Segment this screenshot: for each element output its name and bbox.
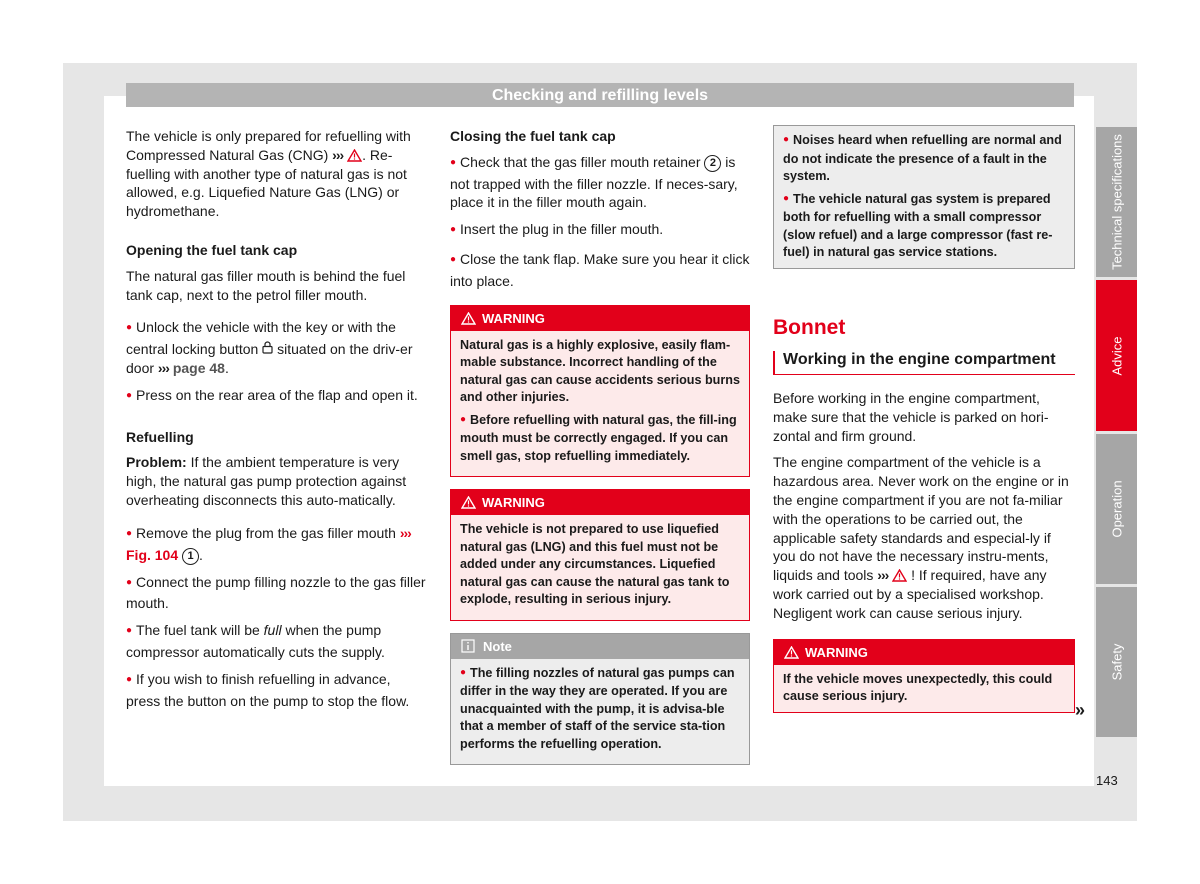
subsection-title: Working in the engine compartment	[773, 351, 1075, 375]
fig-104-link[interactable]: Fig. 104	[126, 546, 179, 563]
heading-opening-cap: Opening the fuel tank cap	[126, 241, 298, 258]
note-box: Note ● The filling nozzles of natural gas pumps can differ in the way they are operated. If you are unacquainted with the pump, it is advisa-ble that a member of staff of the service sta-tion performs the refuelling operation.	[450, 633, 750, 766]
list-item: ● Insert the plug in the filler mouth.	[450, 220, 750, 242]
warning-box: WARNING Natural gas is a highly explosive, easily flam-mable substance. Incorrect handling of the natural gas can cause accidents serious burns and other injuries. ● Before refuelling with natural gas, the fill-ing mouth must be correctly engaged. If you can smell gas, stop refuelling immediately.	[450, 305, 750, 478]
list-item: ● Check that the gas filler mouth retainer 2 is not trapped with the filler nozzle. If neces-sary, place it in the filler mouth again.	[450, 153, 750, 212]
cross-ref-arrow: ›››	[399, 524, 411, 541]
warning-box: WARNING If the vehicle moves unexpectedly, this could cause serious injury.	[773, 639, 1075, 713]
warning-icon	[461, 496, 476, 509]
problem-paragraph: Problem: If the ambient temperature is very high, the natural gas pump protection against overheating disconnects this auto-matically.	[126, 454, 407, 508]
section-title: Bonnet	[773, 315, 846, 339]
paragraph: The engine compartment of the vehicle is a hazardous area. Never work on the engine or in the engine compartment if you are not fa-miliar with the operations to be carried out, the applicable safety standards and especial-ly if you do not have the necessary instru-ments, liquids and tools ››› ! If required, have any work carried out by a specialised workshop. Negligent work can cause serious injury.	[773, 454, 1069, 621]
info-box: ● Noises heard when refuelling are normal and do not indicate the presence of a fault in the system. ● The vehicle natural gas system is prepared both for refuelling with a small compressor (slow refuel) and a large compressor (fast re-fuel) in natural gas service stations.	[773, 125, 1075, 269]
tab-technical-specifications[interactable]: Technical specifications	[1096, 127, 1137, 277]
list-item: ● Press on the rear area of the flap and open it.	[126, 386, 426, 408]
list-item: ● Close the tank flap. Make sure you hear it click into place.	[450, 250, 750, 291]
column-left	[126, 127, 426, 718]
cross-ref-arrow: ›››	[332, 146, 344, 163]
heading-refuelling: Refuelling	[126, 428, 194, 445]
list-item: ● Connect the pump filling nozzle to the gas filler mouth.	[126, 573, 426, 614]
column-middle	[450, 127, 750, 765]
page-48-link[interactable]: page 48	[172, 359, 225, 376]
warning-icon	[347, 149, 362, 162]
note-header: Note	[451, 634, 749, 659]
continue-marker: »	[1075, 700, 1086, 720]
page-number: 143	[1096, 773, 1118, 788]
tab-operation[interactable]: Operation	[1096, 434, 1137, 584]
warning-header: WARNING	[774, 640, 1074, 665]
paragraph: Before working in the engine compartment, make sure that the vehicle is parked on hori-zontal and firm ground.	[773, 390, 1049, 444]
info-icon	[461, 639, 475, 653]
cross-ref-arrow: ›››	[157, 359, 169, 376]
callout-number: 2	[704, 155, 721, 172]
intro-paragraph: The vehicle is only prepared for refuelling with Compressed Natural Gas (CNG) ››› . Re-fuelling with another type of natural gas is not allowed, e.g. Liquefied Nature Gas (LNG) or hydromethane.	[126, 128, 411, 220]
warning-icon	[784, 646, 799, 659]
heading-closing-cap: Closing the fuel tank cap	[450, 128, 616, 144]
opening-text: The natural gas filler mouth is behind the fuel tank cap, next to the petrol filler mouth.	[126, 267, 406, 303]
column-right	[773, 125, 1075, 725]
cross-ref-arrow: ›››	[877, 567, 889, 584]
page-header: Checking and refilling levels	[126, 83, 1074, 107]
list-item: ● Unlock the vehicle with the key or with the central locking button situated on the driv-er door ››› page 48.	[126, 318, 426, 377]
list-item: ● If you wish to finish refuelling in advance, press the button on the pump to stop the flow.	[126, 670, 426, 711]
warning-header: WARNING	[451, 490, 749, 515]
lock-icon	[262, 341, 273, 354]
warning-icon	[892, 569, 907, 582]
warning-box: WARNING The vehicle is not prepared to use liquefied natural gas (LNG) and this fuel must not be added under any circumstances. Liquefied natural gas can cause the natural gas tank to explode, resulting in serious injury.	[450, 489, 750, 621]
list-item: ● Remove the plug from the gas filler mouth ››› Fig. 104 1 .	[126, 524, 426, 565]
warning-icon	[461, 312, 476, 325]
list-item: ● The fuel tank will be full when the pump compressor automatically cuts the supply.	[126, 621, 426, 662]
callout-number: 1	[182, 548, 199, 565]
tab-advice[interactable]: Advice	[1096, 280, 1137, 431]
warning-header: WARNING	[451, 306, 749, 331]
tab-safety[interactable]: Safety	[1096, 587, 1137, 737]
